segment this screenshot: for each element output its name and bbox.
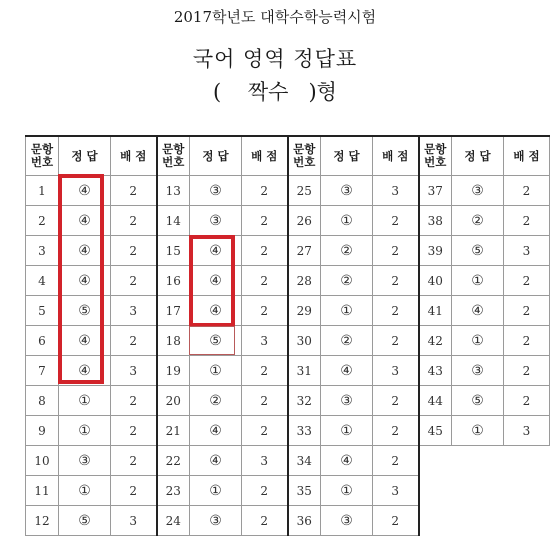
- answer-value: ⑤: [190, 326, 242, 356]
- score-value: 2: [242, 206, 288, 236]
- score-value: 2: [373, 266, 419, 296]
- header-score: 배 점: [111, 136, 157, 176]
- question-number: 34: [288, 446, 321, 476]
- score-value: 2: [373, 446, 419, 476]
- highlight-outline-q18: [189, 326, 235, 355]
- header-answer: 정 답: [452, 136, 504, 176]
- table-row: [26, 296, 550, 326]
- question-number: 30: [288, 326, 321, 356]
- answer-value: ④: [59, 176, 111, 206]
- answer-value: ④: [321, 446, 373, 476]
- header-score: 배 점: [504, 136, 550, 176]
- answer-value: ③: [452, 356, 504, 386]
- question-number: 37: [419, 176, 452, 206]
- answer-value: ①: [190, 476, 242, 506]
- question-number: 36: [288, 506, 321, 536]
- header-number: 문항 번호: [419, 136, 452, 176]
- question-number: 2: [26, 206, 59, 236]
- answer-value: ③: [321, 176, 373, 206]
- question-number: 14: [157, 206, 190, 236]
- score-value: 2: [111, 446, 157, 476]
- score-value: 2: [111, 176, 157, 206]
- question-number: 11: [26, 476, 59, 506]
- answer-value: ④: [59, 236, 111, 266]
- score-value: 2: [504, 296, 550, 326]
- score-value: 3: [111, 506, 157, 536]
- exam-title: 2017학년도 대학수학능력시험: [173, 8, 377, 26]
- table-row: [26, 506, 550, 536]
- question-number: 35: [288, 476, 321, 506]
- score-value: 2: [111, 326, 157, 356]
- empty-cell: [419, 446, 550, 476]
- table-row: [26, 386, 550, 416]
- answer-value: ④: [59, 206, 111, 236]
- question-number: 38: [419, 206, 452, 236]
- answer-value: ①: [321, 206, 373, 236]
- subject-title: 국어 영역 정답표: [192, 47, 358, 71]
- question-number: 16: [157, 266, 190, 296]
- answer-value: ①: [321, 416, 373, 446]
- score-value: 2: [373, 296, 419, 326]
- question-number: 12: [26, 506, 59, 536]
- answer-value: ②: [190, 386, 242, 416]
- answer-value: ④: [190, 296, 242, 326]
- score-value: 3: [373, 476, 419, 506]
- question-number: 8: [26, 386, 59, 416]
- score-value: 3: [504, 236, 550, 266]
- score-value: 2: [373, 506, 419, 536]
- score-value: 2: [111, 386, 157, 416]
- header-answer: 정 답: [190, 136, 242, 176]
- answer-value: ⑤: [452, 386, 504, 416]
- question-number: 42: [419, 326, 452, 356]
- score-value: 3: [242, 326, 288, 356]
- question-number: 5: [26, 296, 59, 326]
- answer-value: ④: [190, 266, 242, 296]
- score-value: 2: [242, 296, 288, 326]
- question-number: 45: [419, 416, 452, 446]
- score-value: 3: [373, 176, 419, 206]
- question-number: 29: [288, 296, 321, 326]
- table-row: [26, 476, 550, 506]
- table-row: [26, 206, 550, 236]
- table-row: [26, 326, 550, 356]
- answer-value: ②: [321, 266, 373, 296]
- score-value: 2: [111, 476, 157, 506]
- answer-value: ①: [321, 296, 373, 326]
- table-row: [26, 266, 550, 296]
- question-number: 33: [288, 416, 321, 446]
- question-number: 22: [157, 446, 190, 476]
- score-value: 2: [373, 386, 419, 416]
- answer-value: ④: [59, 326, 111, 356]
- header-number: 문항 번호: [157, 136, 190, 176]
- answer-value: ①: [452, 266, 504, 296]
- score-value: 2: [242, 266, 288, 296]
- score-value: 2: [242, 506, 288, 536]
- table-header-row: [26, 136, 550, 176]
- question-number: 10: [26, 446, 59, 476]
- score-value: 3: [242, 446, 288, 476]
- answer-value: ④: [452, 296, 504, 326]
- header-score: 배 점: [242, 136, 288, 176]
- score-value: 2: [373, 416, 419, 446]
- answer-value: ①: [59, 416, 111, 446]
- answer-value: ③: [190, 206, 242, 236]
- score-value: 2: [504, 206, 550, 236]
- question-number: 43: [419, 356, 452, 386]
- score-value: 2: [242, 356, 288, 386]
- question-number: 27: [288, 236, 321, 266]
- table-row: [26, 236, 550, 266]
- question-number: 7: [26, 356, 59, 386]
- empty-cell: [419, 506, 550, 536]
- score-value: 3: [504, 416, 550, 446]
- answer-value: ③: [321, 506, 373, 536]
- answer-value: ④: [59, 266, 111, 296]
- header-number: 문항 번호: [26, 136, 59, 176]
- score-value: 2: [504, 326, 550, 356]
- question-number: 44: [419, 386, 452, 416]
- header-score: 배 점: [373, 136, 419, 176]
- question-number: 20: [157, 386, 190, 416]
- score-value: 2: [504, 266, 550, 296]
- question-number: 39: [419, 236, 452, 266]
- answer-value: ③: [452, 176, 504, 206]
- answer-value: ④: [59, 356, 111, 386]
- question-number: 24: [157, 506, 190, 536]
- score-value: 2: [373, 206, 419, 236]
- score-value: 3: [373, 356, 419, 386]
- question-number: 3: [26, 236, 59, 266]
- answer-value: ⑤: [59, 506, 111, 536]
- header-number: 문항 번호: [288, 136, 321, 176]
- answer-value: ③: [190, 176, 242, 206]
- answer-value: ④: [190, 416, 242, 446]
- answer-value: ②: [452, 206, 504, 236]
- score-value: 2: [111, 206, 157, 236]
- question-number: 1: [26, 176, 59, 206]
- score-value: 2: [504, 386, 550, 416]
- question-number: 41: [419, 296, 452, 326]
- answer-value: ④: [321, 356, 373, 386]
- question-number: 32: [288, 386, 321, 416]
- score-value: 3: [111, 296, 157, 326]
- answer-value: ③: [59, 446, 111, 476]
- score-value: 3: [111, 356, 157, 386]
- score-value: 2: [242, 476, 288, 506]
- question-number: 31: [288, 356, 321, 386]
- answer-value: ⑤: [59, 296, 111, 326]
- answer-value: ①: [452, 326, 504, 356]
- score-value: 2: [242, 416, 288, 446]
- table-row: [26, 416, 550, 446]
- answer-value: ④: [190, 446, 242, 476]
- header-answer: 정 답: [321, 136, 373, 176]
- score-value: 2: [504, 356, 550, 386]
- question-number: 17: [157, 296, 190, 326]
- answer-value: ③: [321, 386, 373, 416]
- form-type: ( 짝수 )형: [213, 80, 337, 104]
- score-value: 2: [373, 326, 419, 356]
- question-number: 4: [26, 266, 59, 296]
- answer-value: ⑤: [452, 236, 504, 266]
- answer-value: ③: [190, 506, 242, 536]
- answer-value: ①: [59, 386, 111, 416]
- highlight-box-q1-7: [58, 174, 104, 384]
- question-number: 26: [288, 206, 321, 236]
- answer-value: ①: [59, 476, 111, 506]
- answer-value: ④: [190, 236, 242, 266]
- question-number: 15: [157, 236, 190, 266]
- score-value: 2: [242, 176, 288, 206]
- score-value: 2: [111, 266, 157, 296]
- empty-cell: [419, 476, 550, 506]
- score-value: 2: [504, 176, 550, 206]
- answer-value: ①: [452, 416, 504, 446]
- score-value: 2: [373, 236, 419, 266]
- question-number: 28: [288, 266, 321, 296]
- score-value: 2: [111, 416, 157, 446]
- answer-value: ②: [321, 326, 373, 356]
- score-value: 2: [242, 236, 288, 266]
- question-number: 6: [26, 326, 59, 356]
- answer-value: ②: [321, 236, 373, 266]
- table-row: [26, 356, 550, 386]
- question-number: 9: [26, 416, 59, 446]
- highlight-box-q15-17: [189, 235, 235, 327]
- question-number: 18: [157, 326, 190, 356]
- question-number: 23: [157, 476, 190, 506]
- table-row: [26, 176, 550, 206]
- question-number: 19: [157, 356, 190, 386]
- question-number: 13: [157, 176, 190, 206]
- score-value: 2: [242, 386, 288, 416]
- header-answer: 정 답: [59, 136, 111, 176]
- question-number: 25: [288, 176, 321, 206]
- question-number: 21: [157, 416, 190, 446]
- answer-value: ①: [321, 476, 373, 506]
- score-value: 2: [111, 236, 157, 266]
- answer-value: ①: [190, 356, 242, 386]
- question-number: 40: [419, 266, 452, 296]
- table-row: [26, 446, 550, 476]
